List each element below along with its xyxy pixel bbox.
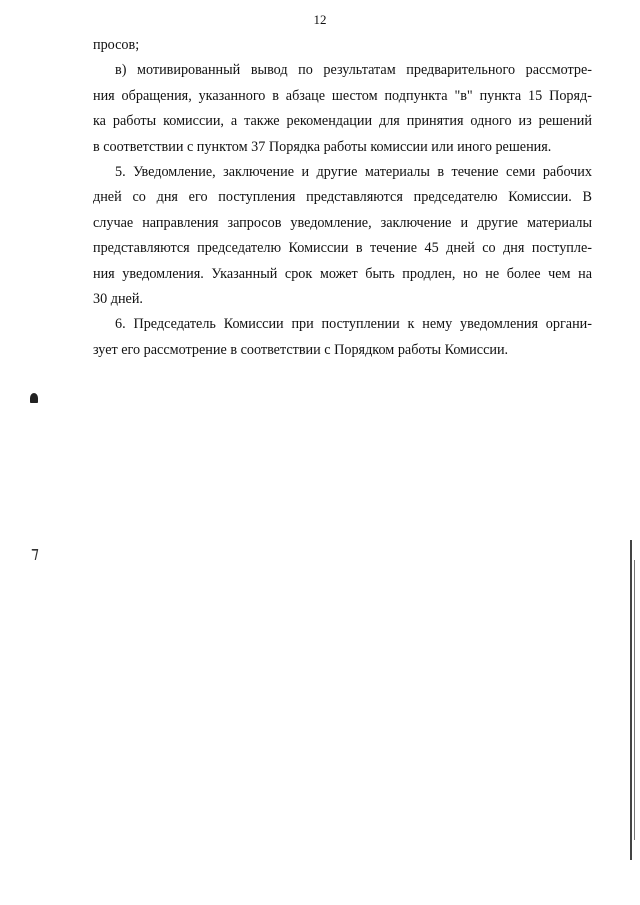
text-line: зует его рассмотрение в соответствии с Порядком работы Комиссии.	[93, 341, 509, 358]
text-line: ния уведомления. Указанный срок может быть продлен, но не более чем на	[93, 265, 592, 282]
text-line: 5. Уведомление, заключение и другие материалы в течение семи рабочих	[115, 163, 592, 180]
text-line: ния обращения, указанного в абзаце шестом подпункта "в" пункта 15 Поряд-	[93, 87, 592, 104]
text-line: в) мотивированный вывод по результатам предварительного рассмотре-	[115, 62, 592, 79]
scan-edge-line	[630, 540, 632, 860]
document-body	[93, 33, 592, 363]
text-line: 6. Председатель Комиссии при поступлении к нему уведомления органи-	[115, 316, 592, 333]
scan-edge-line	[634, 560, 635, 840]
text-line: представляются председателю Комиссии в течение 45 дней со дня поступле-	[93, 240, 592, 257]
text-line: дней со дня его поступления представляются председателю Комиссии. В	[93, 189, 592, 206]
text-line: случае направления запросов уведомление, заключение и другие материалы	[93, 214, 592, 231]
text-line: в соответствии с пунктом 37 Порядка работы комиссии или иного решения.	[93, 138, 552, 155]
text-line: 30 дней.	[93, 290, 143, 307]
text-line: ка работы комиссии, а также рекомендации для принятия одного из решений	[93, 113, 592, 130]
scan-mark	[30, 393, 38, 403]
page-number: 12	[313, 12, 327, 27]
margin-mark: ⁊	[31, 545, 39, 562]
text-line: просов;	[93, 37, 140, 53]
